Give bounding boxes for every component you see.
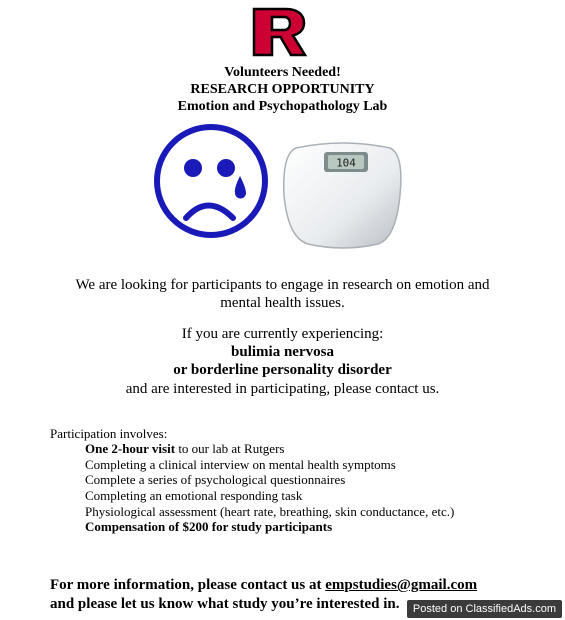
rutgers-r-logo — [252, 6, 308, 58]
criteria-tail: and are interested in participating, please contact us. — [125, 381, 440, 397]
participation-item-questionnaires: Complete a series of psychological questionnaires — [85, 472, 346, 487]
footer-contact-text: For more information, please contact us at — [50, 577, 326, 593]
participation-item-physiological: Physiological assessment (heart rate, breathing, skin conductance, etc.) — [85, 504, 455, 519]
participation-heading: Participation involves: — [50, 426, 168, 441]
bathroom-scale-icon — [278, 140, 408, 250]
criteria-lead: If you are currently experiencing: — [181, 326, 384, 342]
visit-location: to our lab at Rutgers — [175, 441, 285, 456]
scale-display-reading: 104 — [336, 156, 356, 170]
participation-item-interview: Completing a clinical interview on mental health symptoms — [85, 457, 396, 472]
header-research-opportunity: RESEARCH OPPORTUNITY — [190, 82, 375, 97]
intro-line-2: mental health issues. — [220, 295, 345, 311]
contact-email-link[interactable]: empstudies@gmail.com — [325, 577, 478, 593]
visit-duration: One 2-hour visit — [85, 441, 176, 456]
header-volunteers: Volunteers Needed! — [224, 65, 341, 80]
intro-line-1: We are looking for participants to engage in research on emotion and — [75, 277, 490, 293]
condition-bpd: or borderline personality disorder — [173, 362, 392, 378]
header-lab-name: Emotion and Psychopathology Lab — [177, 99, 388, 114]
classifiedads-watermark: Posted on ClassifiedAds.com — [407, 600, 562, 618]
footer-study-line: and please let us know what study you’re interested in. — [50, 596, 400, 612]
participation-item-task: Completing an emotional responding task — [85, 488, 303, 503]
participation-item-visit — [85, 441, 284, 457]
participation-item-compensation: Compensation of $200 for study participants — [85, 519, 333, 534]
condition-bulimia: bulimia nervosa — [231, 344, 334, 360]
footer-contact-line — [50, 576, 477, 595]
sad-face-with-tear-icon — [151, 121, 271, 241]
